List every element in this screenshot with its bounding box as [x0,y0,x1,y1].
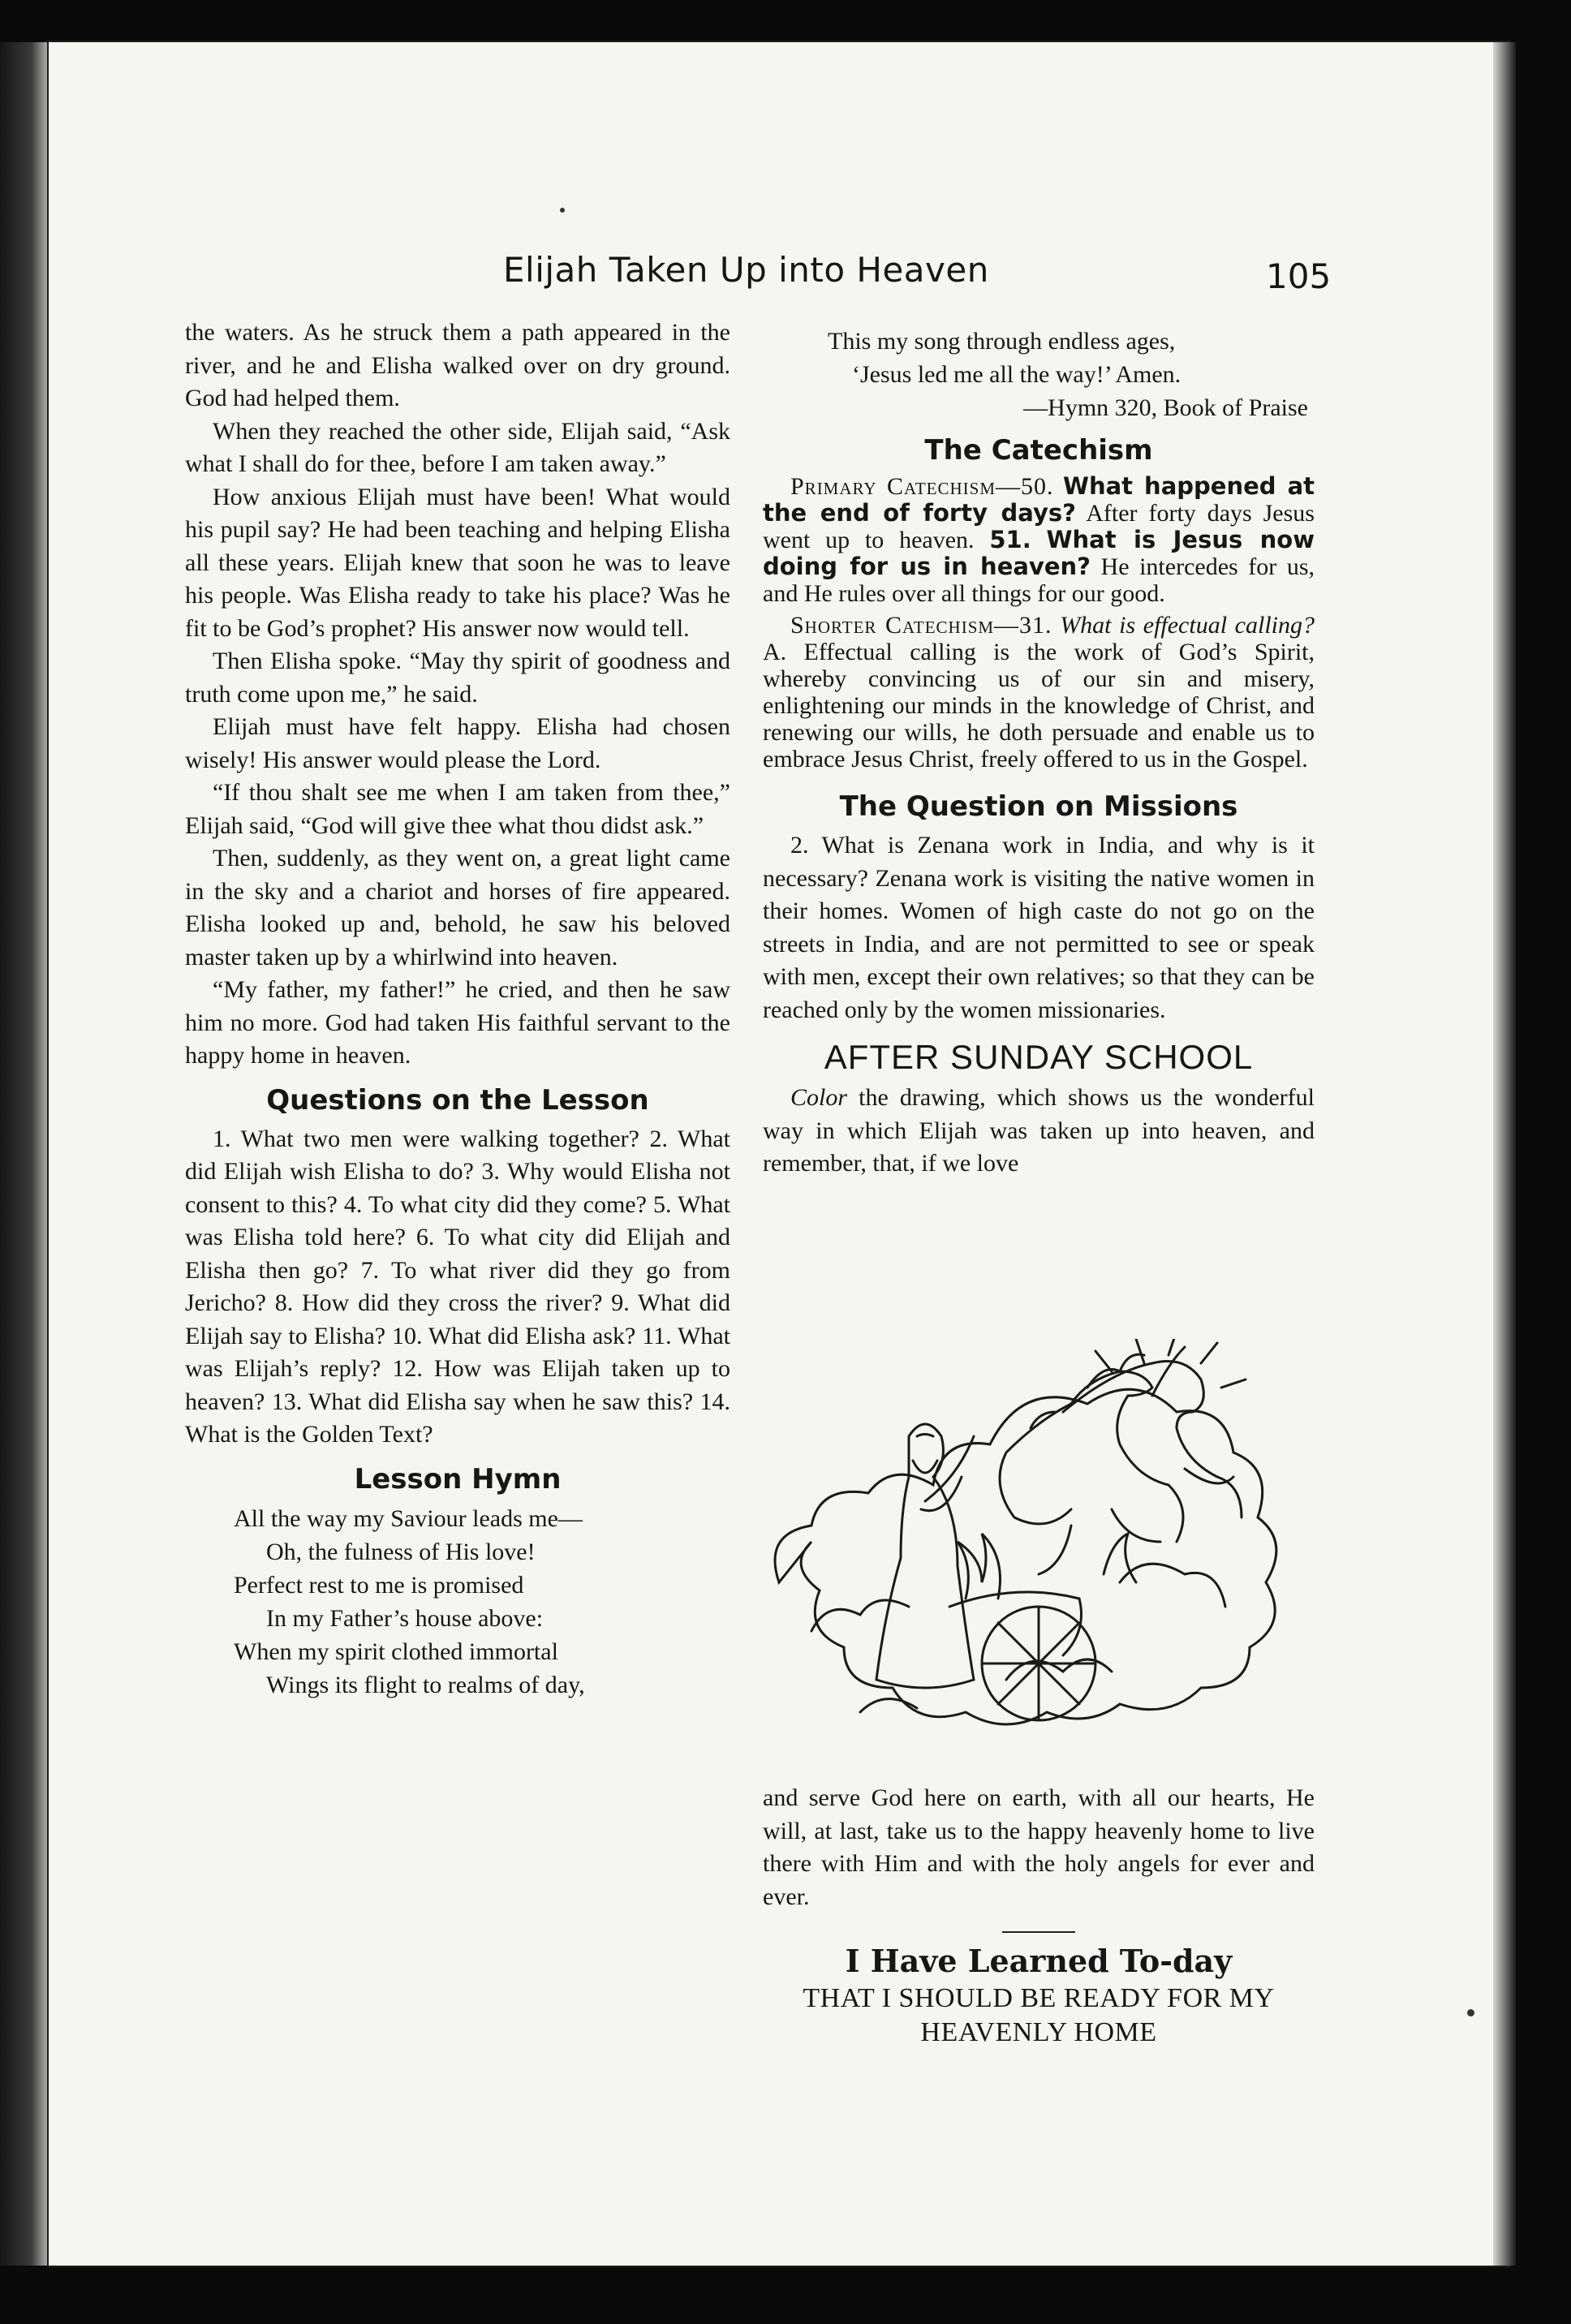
hymn-line: Perfect rest to me is promised [234,1571,524,1599]
story-paragraph: the waters. As he struck them a path appeared in the river, and he and Elisha walked over on dry ground. God had helped them. [185,319,730,411]
question-51-number: 51. [989,526,1031,553]
elijah-arms [921,1436,974,1511]
story-paragraph: Then Elisha spoke. “May thy spirit of goodness and truth come upon me,” he said. [185,648,730,708]
hymn-line: In my Father’s house above: [266,1604,544,1632]
color-word: Color [790,1084,848,1111]
story-paragraph: “My father, my father!” he cried, and then he saw him no more. God had taken His faithful servant to the happy home in heaven. [185,976,730,1069]
elijah-beard [913,1435,937,1474]
missions-text: 2. What is Zenana work in India, and why is it necessary? Zenana work is visiting the native women in their homes. Women of high caste do not go on the streets in India, and are not permitted to see or speak with men, except their own relatives; so that they can be reached only by the women missionaries. [763,832,1315,1023]
missions-heading: The Question on Missions [839,790,1238,823]
primary-catechism [763,473,1315,607]
story-paragraph: Elijah must have felt happy. Elisha had chosen wisely! His answer would please the Lord. [185,713,730,773]
right-column-bottom [763,1782,1315,2050]
inner-clouds [811,1564,1225,1712]
hymn-line: Oh, the fulness of His love! [266,1538,536,1565]
cloud-outline [775,1389,1276,1724]
hymn-verse [185,1502,730,1702]
hymn-line: When my spirit clothed immortal [234,1638,558,1665]
after-text-2: and serve God here on earth, with all our hearts, He will, at last, take us to the happy heavenly home to live there with Him and with the holy angels for ever and ever. [763,1784,1315,1910]
after-text-1-body: the drawing, which shows us the wonderful way in which Elijah was taken up into heaven, and remember, that, if we love [763,1084,1315,1177]
hymn-line: ‘Jesus led me all the way!’ Amen. [852,361,1181,388]
learned-text: THAT I SHOULD BE READY FOR MY HEAVENLY HOME [803,1983,1275,2047]
print-speck [560,208,565,213]
question-51: What is Jesus now doing for us in heaven? [763,526,1315,580]
elijah-chariot-drawing [763,1339,1315,1769]
hymn-heading: Lesson Hymn [354,1462,562,1496]
story-paragraph: “If thou shalt see me when I am taken from thee,” Elijah said, “God will give thee what thou didst ask.” [185,779,730,839]
shorter-catechism [763,612,1315,773]
hymn-verse-end [763,325,1315,424]
story-paragraph: When they reached the other side, Elijah said, “Ask what I shall do for thee, before I am taken away.” [185,417,730,477]
horse-legs [1039,1469,1233,1574]
binding-gutter [0,42,52,2266]
after-sunday-school-heading: AFTER SUNDAY SCHOOL [824,1038,1254,1076]
page-edge [1493,42,1516,2266]
print-speck [1467,2009,1474,2016]
answer-50: After forty days Jesus went up to heaven. [763,500,1315,553]
chariot-wheel [982,1607,1095,1720]
shorter-answer: A. Effectual calling is the work of God’s Spirit, whereby convincing us of our sin and misery, enlightening our minds in the knowledge of Christ, and renewing our wills, he doth persuade and enable us to embrace Jesus Christ, freely offered to us in the Gospel. [763,639,1315,773]
hymn-line: This my song through endless ages, [828,328,1176,355]
after-text-1 [763,1082,1315,1181]
question-50: What happened at the end of forty days? [763,472,1315,527]
shorter-catechism-label: Shorter Catechism—31. [790,612,1052,639]
right-column [763,325,1315,1181]
flames [958,1534,1136,1599]
hymn-line: All the way my Saviour leads me— [234,1504,583,1532]
running-head-title: Elijah Taken Up into Heaven [503,250,989,290]
answer-51: He intercedes for us, and He rules over all things for our good. [763,553,1315,607]
section-divider [1002,1931,1075,1933]
primary-catechism-label: Primary Catechism—50. [790,473,1054,500]
catechism-heading: The Catechism [924,434,1153,467]
questions-heading: Questions on the Lesson [266,1083,649,1117]
questions-text: 1. What two men were walking together? 2. What did Elijah wish Elisha to do? 3. Why would Elisha not consent to this? 4. To what city did they come? 5. What was Elisha told here? 6. To what city did Elijah and Elisha then go? 7. To what river did they go from Jericho? 8. How did they cross the river? 9. What did Elijah say to Elisha? 10. What did Elisha ask? 11. What was Elijah’s reply? 12. How was Elijah taken up to heaven? 13. What did Elisha say when he saw this? 14. What is the Golden Text? [185,1125,730,1448]
left-column [185,316,730,1702]
page-number: 105 [1266,256,1332,296]
horse-2 [1063,1347,1242,1517]
story-paragraph: How anxious Elijah must have been! What would his pupil say? He had been teaching and helping Elisha all these years. Elijah knew that soon he was to leave his people. Was Elisha ready to take his place? Was he fit to be God’s prophet? His answer now would tell. [185,483,730,642]
story-paragraph: Then, suddenly, as they went on, a great light came in the sky and a chariot and horses of fire appeared. Elisha looked up and, behold, he saw his beloved master taken up by a whirlwind into heaven. [185,845,730,970]
shorter-question: What is effectual calling? [1060,612,1315,639]
hymn-reference: —Hymn 320, Book of Praise [1023,394,1308,421]
learned-heading: I Have Learned To-day [845,1943,1233,1979]
hymn-line: Wings its flight to realms of day, [266,1671,585,1698]
